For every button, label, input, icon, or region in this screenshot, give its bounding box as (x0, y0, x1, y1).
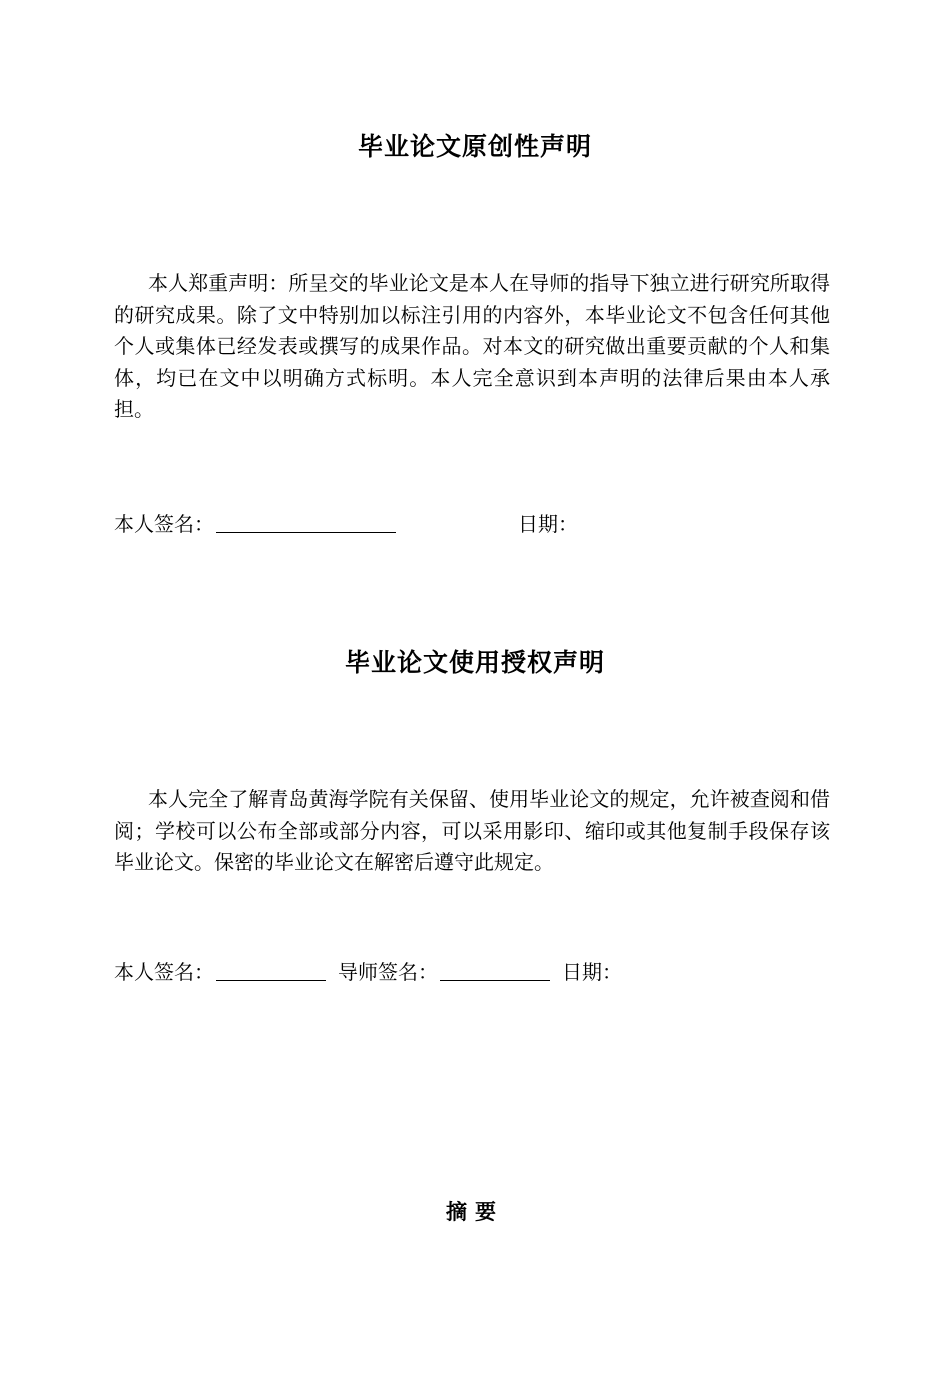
originality-paragraph: 本人郑重声明：所呈交的毕业论文是本人在导师的指导下独立进行研究所取得的研究成果。除了文中特别加以标注引用的内容外，本毕业论文不包含任何其他个人或集体已经发表或撰写的成果作品。对本文的研究做出重要贡献的个人和集体，均已在文中以明确方式标明。本人完全意识到本声明的法律后果由本人承担。 (114, 271, 830, 421)
advisor-signature-line (440, 958, 550, 981)
authorization-signature-row (114, 958, 622, 986)
authorization-title: 毕业论文使用授权声明 (344, 648, 605, 677)
date-label: 日期： (562, 960, 622, 984)
originality-title: 毕业论文原创性声明 (357, 132, 592, 161)
signature-line (216, 510, 396, 533)
date-label: 日期： (518, 512, 578, 536)
abstract-heading: 摘要 (446, 1200, 504, 1224)
signature-line (216, 958, 326, 981)
authorization-paragraph: 本人完全了解青岛黄海学院有关保留、使用毕业论文的规定，允许被查阅和借阅；学校可以公布全部或部分内容，可以采用影印、缩印或其他复制手段保存该毕业论文。保密的毕业论文在解密后遵守此规定。 (114, 787, 830, 874)
signature-label: 本人签名： (114, 512, 214, 536)
advisor-signature-label: 导师签名： (338, 960, 438, 984)
signature-label: 本人签名： (114, 960, 214, 984)
originality-signature-row (114, 510, 578, 538)
